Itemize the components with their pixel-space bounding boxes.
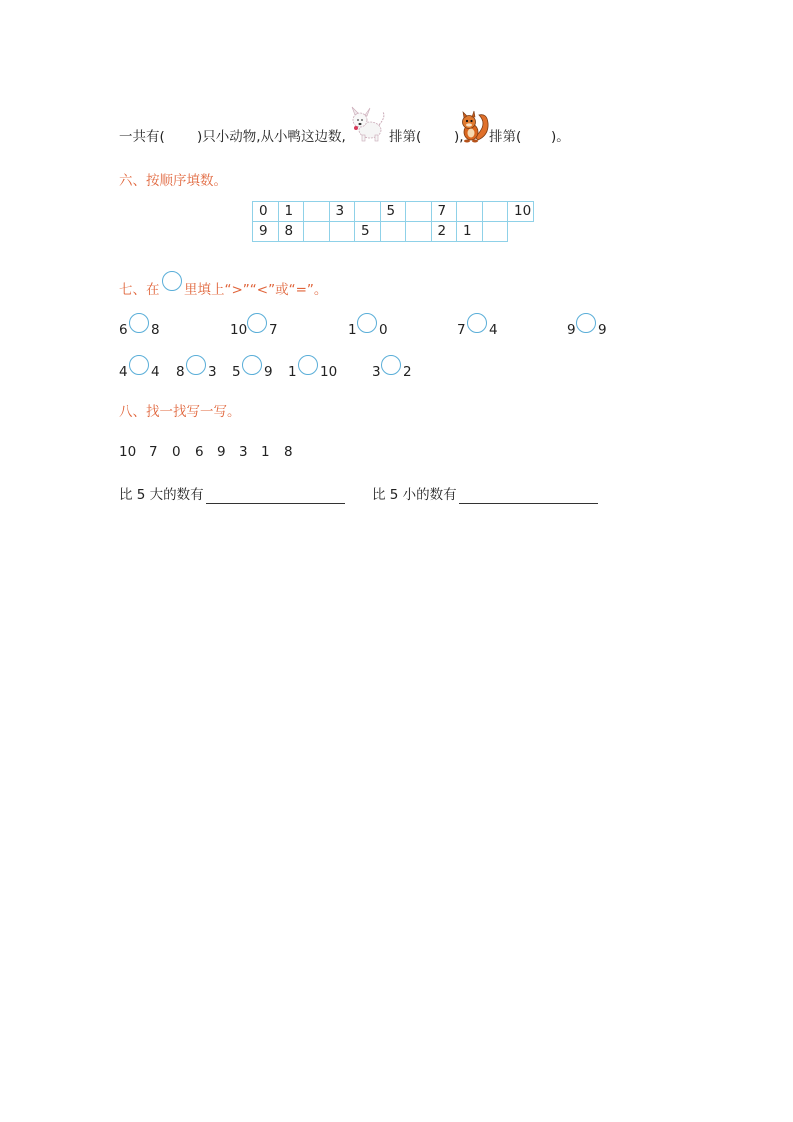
compare-right: 10 [320, 364, 338, 380]
compare-left: 1 [288, 364, 297, 380]
grid-cell-blank[interactable] [304, 222, 330, 242]
question-middle: )只小动物,从小鸭这边数, [197, 129, 346, 145]
compare-left: 1 [348, 322, 357, 338]
grid-cell-blank[interactable] [482, 222, 508, 242]
rank-close-1: ), [454, 129, 464, 145]
compare-circle[interactable] [186, 355, 206, 375]
grid-cell: 8 [278, 222, 304, 242]
compare-right: 2 [403, 364, 412, 380]
sequence-grid [252, 201, 534, 242]
grid-cell: 7 [431, 202, 457, 222]
less-answer-line[interactable] [459, 503, 598, 504]
compare-circle[interactable] [242, 355, 262, 375]
grid-cell-blank[interactable] [329, 222, 355, 242]
section7-title-prefix: 七、在 [119, 282, 160, 298]
compare-left: 4 [119, 364, 128, 380]
number-item: 6 [195, 444, 204, 460]
grid-cell-blank[interactable] [304, 202, 330, 222]
rank-label-1: 排第( [389, 129, 422, 145]
grid-cell: 3 [329, 202, 355, 222]
number-item: 8 [284, 444, 293, 460]
number-item: 0 [172, 444, 181, 460]
number-item: 1 [261, 444, 270, 460]
compare-circle[interactable] [576, 313, 596, 333]
circle-icon [162, 271, 182, 291]
compare-left: 6 [119, 322, 128, 338]
section6-title: 六、按顺序填数。 [119, 173, 227, 189]
compare-circle[interactable] [467, 313, 487, 333]
grid-cell-blank[interactable] [406, 222, 432, 242]
compare-right: 9 [264, 364, 273, 380]
question-prefix: 一共有( [119, 129, 165, 145]
number-item: 9 [217, 444, 226, 460]
greater-answer-line[interactable] [206, 503, 345, 504]
compare-right: 9 [598, 322, 607, 338]
compare-right: 0 [379, 322, 388, 338]
compare-circle[interactable] [381, 355, 401, 375]
compare-left: 10 [230, 322, 248, 338]
compare-right: 8 [151, 322, 160, 338]
dog-icon [348, 104, 388, 144]
compare-right: 7 [269, 322, 278, 338]
squirrel-icon [458, 110, 490, 144]
rank-close-2: )。 [551, 129, 570, 145]
compare-right: 4 [489, 322, 498, 338]
sequence-row-ascending [253, 202, 534, 222]
compare-left: 7 [457, 322, 466, 338]
compare-circle[interactable] [129, 355, 149, 375]
compare-left: 5 [232, 364, 241, 380]
grid-cell-blank[interactable] [406, 202, 432, 222]
greater-label: 比 5 大的数有 [119, 487, 204, 503]
compare-circle[interactable] [357, 313, 377, 333]
compare-left: 9 [567, 322, 576, 338]
compare-circle[interactable] [298, 355, 318, 375]
section8-title: 八、找一找写一写。 [119, 404, 241, 420]
grid-cell: 9 [253, 222, 279, 242]
grid-cell: 1 [278, 202, 304, 222]
compare-circle[interactable] [129, 313, 149, 333]
compare-right: 3 [208, 364, 217, 380]
sequence-row-descending [253, 222, 534, 242]
grid-cell-blank[interactable] [457, 202, 483, 222]
less-label: 比 5 小的数有 [372, 487, 457, 503]
grid-cell-blank[interactable] [482, 202, 508, 222]
compare-left: 8 [176, 364, 185, 380]
number-item: 3 [239, 444, 248, 460]
compare-circle[interactable] [247, 313, 267, 333]
number-item: 7 [149, 444, 158, 460]
grid-cell-blank[interactable] [380, 222, 406, 242]
rank-label-2: 排第( [489, 129, 522, 145]
grid-cell: 2 [431, 222, 457, 242]
number-item: 10 [119, 444, 137, 460]
section7-title-suffix: 里填上“>”“<”或“=”。 [184, 282, 328, 298]
grid-cell: 0 [253, 202, 279, 222]
grid-cell: 1 [457, 222, 483, 242]
grid-cell: 5 [355, 222, 381, 242]
compare-left: 3 [372, 364, 381, 380]
compare-right: 4 [151, 364, 160, 380]
grid-cell: 5 [380, 202, 406, 222]
grid-cell-blank[interactable] [355, 202, 381, 222]
grid-cell: 10 [508, 202, 534, 222]
